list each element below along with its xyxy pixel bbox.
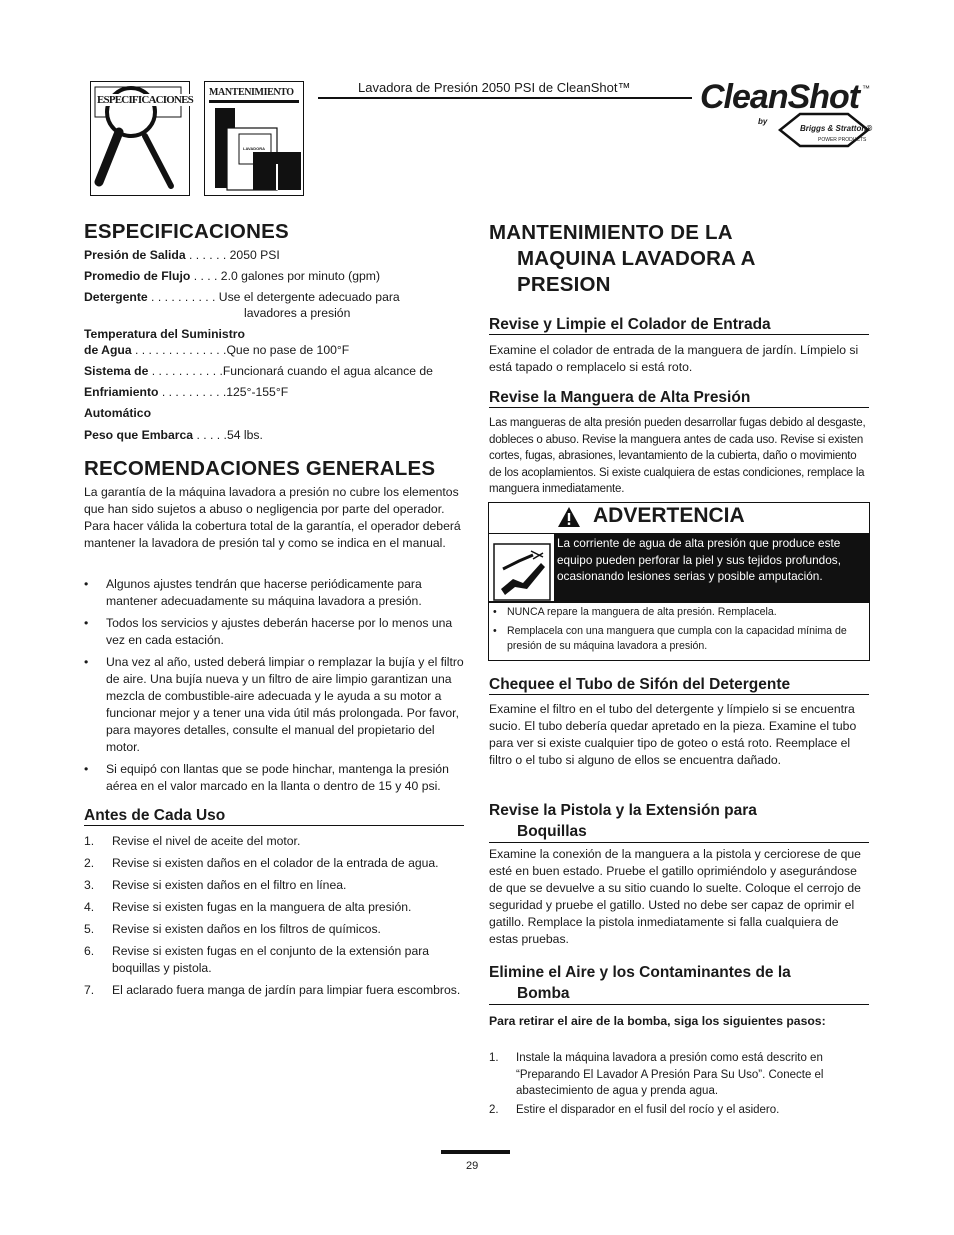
list-item: 3. Revise si existen daños en el filtro en línea. <box>84 878 347 892</box>
logo-brand: Briggs & Stratton® <box>800 124 873 133</box>
pistola-heading: Revise la Pistola y la Extensión para Boquillas <box>489 802 757 840</box>
mantenimiento-icon-label: MANTENIMIENTO <box>209 87 294 98</box>
list-item: 2. Revise si existen daños en el colador de la entrada de agua. <box>84 856 439 870</box>
list-item: • NUNCA repare la manguera de alta presión. Remplacela. <box>493 605 865 621</box>
sifon-heading: Chequee el Tubo de Sifón del Detergente <box>489 676 791 693</box>
high-pressure-injury-icon <box>493 543 551 601</box>
recomendaciones-list <box>84 576 466 795</box>
warning-message: La corriente de agua de alta presión que produce este equipo pueden perforar la piel y sus tejidos profundos, ocasionando lesiones serias y posible amputación. <box>554 533 869 603</box>
list-item: 1. Instale la máquina lavadora a presión como está descrito en “Preparando El Lavador A Presión Para Su Uso”. Conecte el abastecimiento de agua y prenda agua. <box>489 1052 824 1097</box>
spec-row-automatico: Automático <box>84 406 152 420</box>
antes-heading: Antes de Cada Uso <box>84 807 226 824</box>
cleanshot-logo: CleanShot <box>700 78 860 116</box>
warning-box <box>488 502 870 661</box>
spec-row-detergente-cont: lavadores a presión <box>244 306 351 320</box>
aire-steps <box>489 1050 869 1118</box>
especificaciones-heading: ESPECIFICACIONES <box>84 220 289 243</box>
footer-bar <box>441 1150 510 1154</box>
spec-row-enfriamiento: Enfriamiento . . . . . . . . . .125°-155°F <box>84 385 289 399</box>
spec-row-temperatura: Temperatura del Suministro <box>84 327 245 341</box>
logo-by: by <box>758 117 768 126</box>
list-item: 2. Estire el disparador en el fusil del rocío y el asidero. <box>489 1103 780 1116</box>
colador-heading: Revise y Limpie el Colador de Entrada <box>489 316 771 333</box>
especificaciones-icon-label: ESPECIFICACIONES <box>97 94 194 106</box>
recomendaciones-intro: La garantía de la máquina lavadora a presión no cubre los elementos que han sido sujetos a abuso o negligencia por parte del operador. Para hacer válida la cobertura total de la garantía, el operador deberá mantener la lavadora de presión tal y como se indica en el manual. <box>84 485 461 550</box>
sifon-heading-wrap <box>489 676 869 695</box>
manguera-heading: Revise la Manguera de Alta Presión <box>489 389 751 406</box>
colador-text: Examine el colador de entrada de la manguera de jardín. Límpielo si está tapado o remplacelo si está roto. <box>489 343 859 374</box>
pistola-heading-wrap <box>489 800 869 843</box>
list-item: • Algunos ajustes tendrán que hacerse periódicamente para mantener adecuadamente su máquina lavadora a presión. <box>84 576 466 610</box>
pistola-text: Examine la conexión de la manguera a la pistola y cerciorese de que esté en buen estado. Pruebe el gatillo oprimiéndolo y asegurándose de que se devuelve a su sitio cuando lo suelte. Coloque el cerrojo de seguridad y pruebe el gatillo. Usted no debe ser capaz de oprimir el gatillo. Remplace la pistola inmediatamente si falla cualquiera de estas pruebas. <box>489 847 861 946</box>
list-item: 1. Revise el nivel de aceite del motor. <box>84 834 301 848</box>
aire-heading: Elimine el Aire y los Contaminantes de la Bomba <box>489 964 791 1002</box>
recomendaciones-heading: RECOMENDACIONES GENERALES <box>84 457 436 480</box>
spec-row-detergente: Detergente . . . . . . . . . . Use el detergente adecuado para <box>84 290 400 304</box>
antes-heading-wrap <box>84 807 464 826</box>
sifon-text: Examine el filtro en el tubo del detergente y límpielo si se encuentra sucio. El tubo debería quedar apretado en la pieza. Examine el tubo para ver si existe cualquier tipo de goteo o está roto. Reemplace el filtro o el tubo si alguno de ellos se encuentra dañado. <box>489 702 857 767</box>
warning-header <box>489 503 869 534</box>
list-item: • Una vez al año, usted deberá limpiar o remplazar la bujía y el filtro de aire. Una bujía nueva y un filtro de aire limpio garantizan una mezcla de combustible-aire adecuada y le ayuda a su motor a funcionar mejor y a tener una vida útil más prolongada. Por favor, para mayores detalles, consulte el manual del propietario del motor. <box>84 654 466 756</box>
page-number: 29 <box>466 1160 479 1172</box>
aire-lead: Para retirar el aire de la bomba, siga los siguientes pasos: <box>489 1014 826 1028</box>
list-item: • Todos los servicios y ajustes deberán hacerse por lo menos una vez en cada estación. <box>84 615 466 649</box>
spec-row-sistema: Sistema de . . . . . . . . . . .Funcionará cuando el agua alcance de <box>84 364 433 378</box>
list-item: 4. Revise si existen fugas en la manguera de alta presión. <box>84 900 412 914</box>
spec-row-peso: Peso que Embarca . . . . .54 lbs. <box>84 428 263 442</box>
list-item: 5. Revise si existen daños en los filtros de químicos. <box>84 922 381 936</box>
mantenimiento-icon <box>204 81 304 196</box>
warning-title: ADVERTENCIA <box>593 504 745 527</box>
especificaciones-icon <box>90 81 194 196</box>
mantenimiento-heading: MANTENIMIENTO DE LA MAQUINA LAVADORA A PRESION <box>489 221 756 296</box>
spec-row-flujo: Promedio de Flujo . . . . 2.0 galones por minuto (gpm) <box>84 269 380 283</box>
warning-bullet-list <box>493 605 865 655</box>
header-rule <box>318 97 692 99</box>
mantenimiento-icon-box-label: LAVADORA <box>243 146 266 151</box>
antes-list <box>84 833 464 999</box>
spec-row-agua: de Agua . . . . . . . . . . . . . .Que no pase de 100°F <box>84 343 350 357</box>
list-item: 7. El aclarado fuera manga de jardín para limpiar fuera escombros. <box>84 983 461 997</box>
list-item: • Si equipó con llantas que se pode hinchar, mantenga la presión aérea en el valor marcado en la llanta o dentro de 15 y 40 psi. <box>84 761 466 795</box>
logo-tagline: POWER PRODUCTS <box>818 137 867 143</box>
manguera-text: Las mangueras de alta presión pueden desarrollar fugas debido al desgaste, dobleces o abuso. Revise la manguera antes de cada uso. Revise si existen cortes, fugas, abrasiones, levantamiento de la cubierta, daño o movimiento de los acoplamientos. Si existe cualquiera de estas condiciones, remplace la manguera inmediatamente. <box>489 417 866 495</box>
spec-row-presion: Presión de Salida . . . . . . 2050 PSI <box>84 248 280 262</box>
aire-heading-wrap <box>489 962 869 1005</box>
list-item: • Remplacela con una manguera que cumpla con la capacidad mínima de presión de su máquina lavadora a presión. <box>493 624 865 655</box>
warning-triangle-icon <box>557 506 581 528</box>
manguera-heading-wrap <box>489 389 869 408</box>
logo-trademark: ™ <box>862 84 870 93</box>
warning-divider <box>489 601 869 603</box>
colador-heading-wrap <box>489 316 869 335</box>
document-header-title: Lavadora de Presión 2050 PSI de CleanShot™ <box>358 80 631 95</box>
list-item: 6. Revise si existen fugas en el conjunto de la extensión para boquillas y pistola. <box>84 944 430 975</box>
